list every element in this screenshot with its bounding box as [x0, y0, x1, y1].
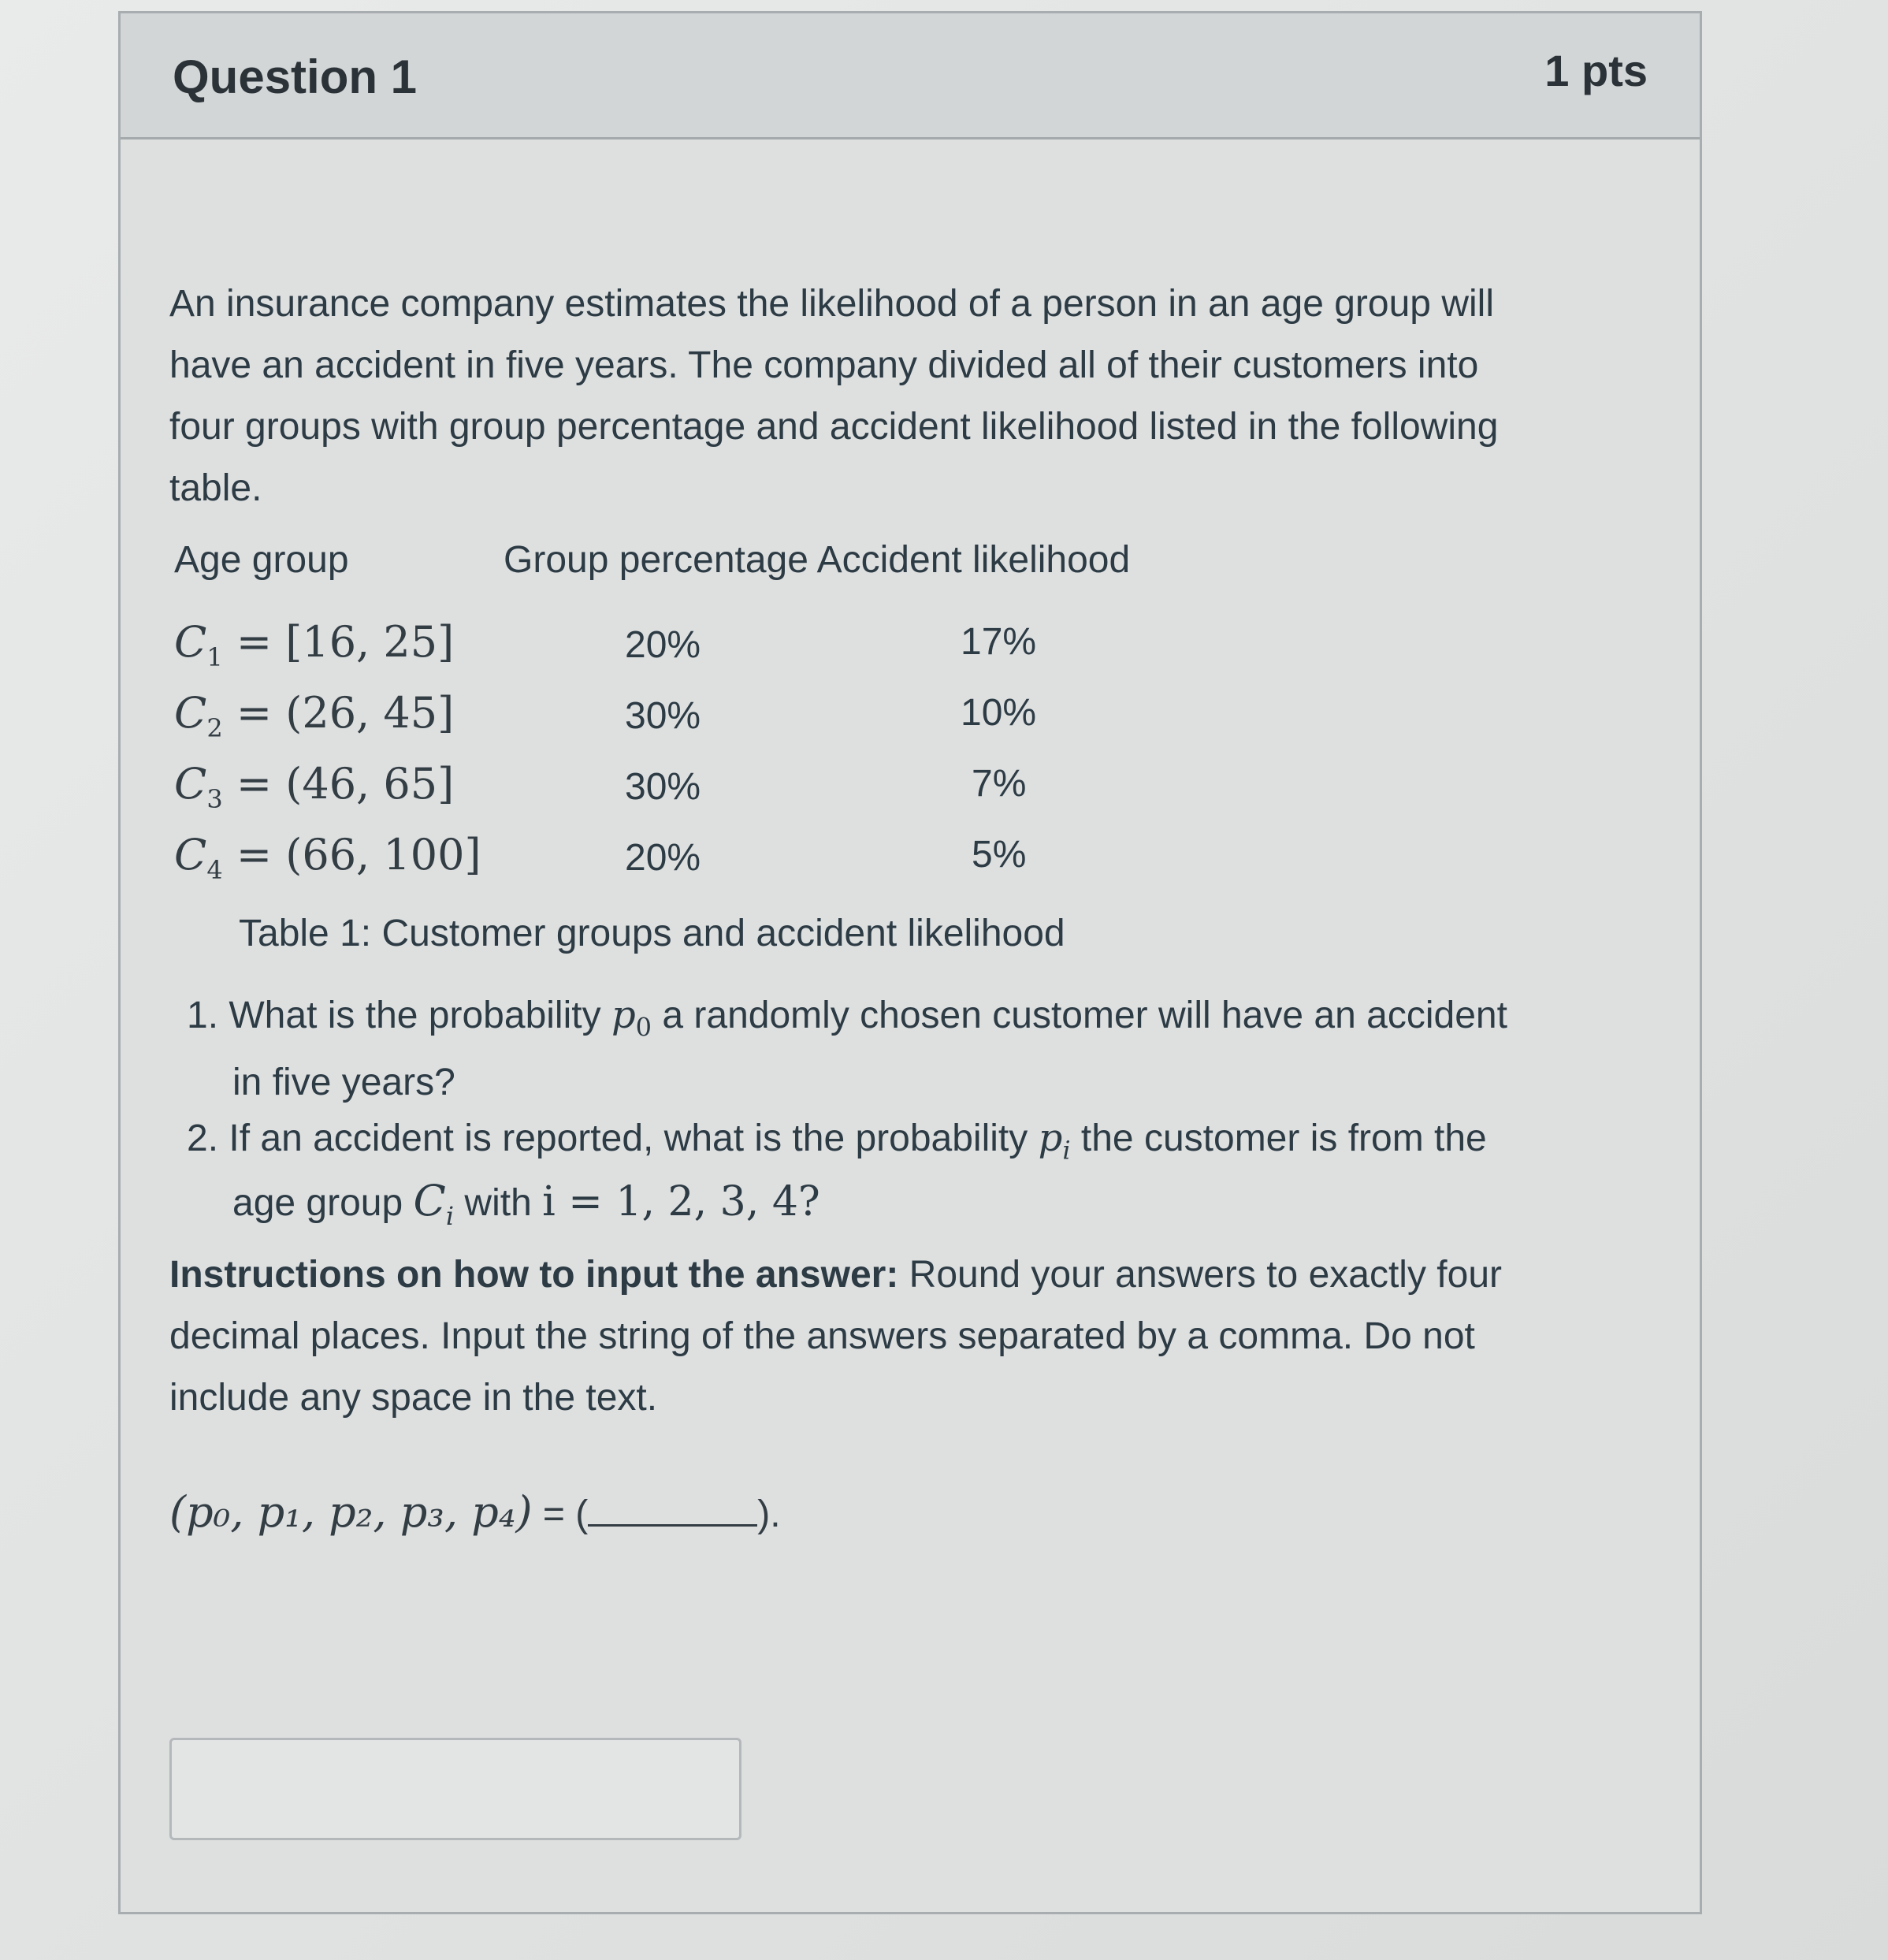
- instructions-line-1: [169, 1244, 1667, 1306]
- list-item-2-line2-before: age group: [232, 1182, 414, 1224]
- question-title: Question 1: [173, 50, 418, 103]
- row-2-interval: = (26, 45]: [236, 688, 455, 738]
- ci-subscript: i: [445, 1200, 455, 1231]
- row-3-sub: 3: [206, 783, 223, 814]
- ci-math: [413, 1176, 455, 1231]
- list-item-2-line2-mid: with: [454, 1182, 543, 1224]
- table-row-2-age: [174, 688, 454, 743]
- intro-paragraph: [169, 273, 1667, 519]
- table-row-4-group-pct: 20%: [625, 837, 701, 879]
- answer-expression: [169, 1487, 781, 1537]
- table-row-3-age: [174, 759, 454, 814]
- answer-close: ).: [757, 1493, 781, 1535]
- p0-subscript: 0: [635, 1012, 652, 1043]
- instructions-line-2: decimal places. Input the string of the answers separated by a comma. Do not: [169, 1315, 1475, 1357]
- table-caption: Table 1: Customer groups and accident likelihood: [239, 913, 1065, 954]
- list-item-2-line-2: [232, 1170, 820, 1247]
- instructions-paragraph: [169, 1244, 1667, 1429]
- table-row-1-age: [174, 617, 454, 672]
- table-row-3-group-pct: 30%: [625, 766, 701, 808]
- row-2-label: C: [174, 688, 207, 738]
- list-item-1-var: [611, 993, 652, 1043]
- row-2-sub: 2: [206, 712, 223, 743]
- list-item-1-after: a randomly chosen customer will have an accident: [652, 995, 1507, 1036]
- row-3-label: C: [174, 759, 207, 809]
- row-1-interval: = [16, 25]: [236, 617, 455, 667]
- table-row-1-group-pct: 20%: [625, 624, 701, 666]
- row-1-sub: 1: [206, 642, 223, 672]
- instructions-line-3: include any space in the text.: [169, 1377, 658, 1419]
- row-1-label: C: [174, 617, 207, 667]
- list-item-2-before: If an accident is reported, what is the probability: [229, 1118, 1039, 1159]
- answer-equals: = (: [532, 1493, 589, 1535]
- row-4-sub: 4: [206, 854, 223, 885]
- instructions-line-1-rest: Round your answers to exactly four: [898, 1254, 1503, 1296]
- list-item-1-number: 1.: [187, 995, 219, 1036]
- list-item-1: [187, 984, 1507, 1058]
- table-row-4-age: [174, 830, 481, 885]
- question-points: 1 pts: [1544, 46, 1648, 95]
- row-4-interval: = (66, 100]: [236, 830, 481, 880]
- intro-line-3: four groups with group percentage and accident likelihood listed in the following: [169, 406, 1499, 448]
- row-4-label: C: [174, 830, 207, 880]
- row-3-interval: = (46, 65]: [236, 759, 455, 809]
- list-item-1-line-2: in five years?: [232, 1062, 455, 1103]
- answer-tuple: (p₀, p₁, p₂, p₃, p₄): [169, 1487, 533, 1537]
- answer-input[interactable]: [169, 1738, 741, 1840]
- list-item-2-var: [1038, 1116, 1071, 1166]
- table-row-1-likelihood: 17%: [961, 621, 1037, 663]
- question-header: [121, 13, 1700, 139]
- table-row-2-group-pct: 30%: [625, 695, 701, 737]
- intro-line-4: table.: [169, 467, 262, 509]
- intro-line-1: An insurance company estimates the likelihood of a person in an age group will: [169, 283, 1494, 325]
- intro-line-2: have an accident in five years. The company divided all of their customers into: [169, 344, 1479, 386]
- table-header-age-group: Age group: [174, 539, 349, 581]
- table-header-percentages: Group percentage Accident likelihood: [504, 539, 1131, 581]
- pi-symbol: p: [1038, 1116, 1063, 1160]
- answer-blank: [588, 1493, 757, 1527]
- table-row-4-likelihood: 5%: [972, 834, 1027, 876]
- list-item-2-number: 2.: [187, 1118, 219, 1159]
- index-range-math: i = 1, 2, 3, 4?: [542, 1178, 820, 1225]
- instructions-bold: Instructions on how to input the answer:: [169, 1254, 899, 1296]
- p0-symbol: p: [611, 993, 636, 1037]
- pi-subscript: i: [1062, 1135, 1071, 1166]
- ci-symbol: C: [413, 1176, 446, 1225]
- question-card: [118, 11, 1702, 1914]
- list-item-2-after: the customer is from the: [1070, 1118, 1487, 1159]
- table-row-2-likelihood: 10%: [961, 692, 1037, 734]
- table-row-3-likelihood: 7%: [972, 763, 1027, 805]
- list-item-1-before: What is the probability: [229, 995, 611, 1036]
